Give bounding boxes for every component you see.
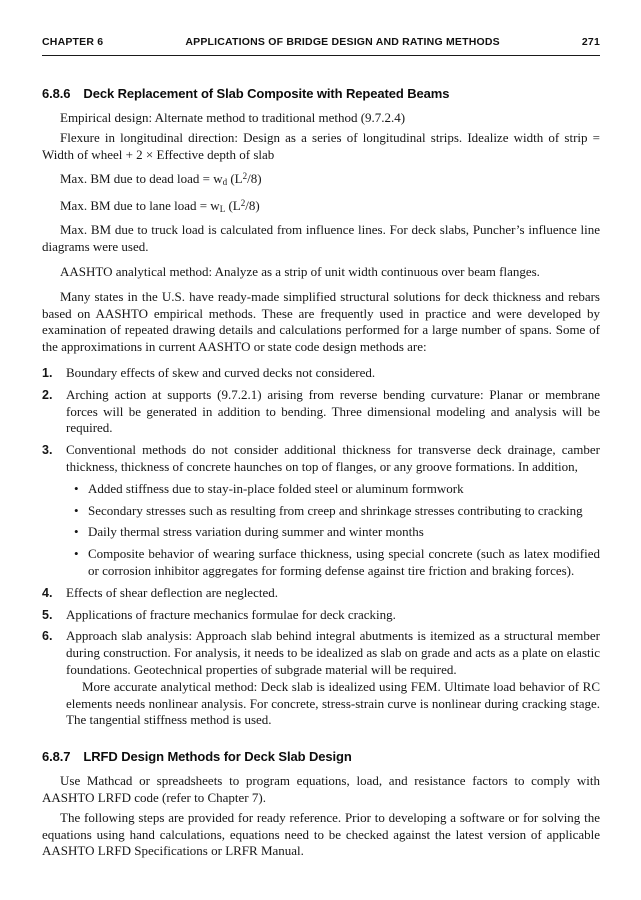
list-item-number: 1. <box>42 366 53 381</box>
formula-subscript: L <box>219 204 226 215</box>
list-item-number: 4. <box>42 585 53 600</box>
list-item-number: 6. <box>42 629 53 644</box>
paragraph-flexure: Flexure in longitudinal direction: Design as a series of longitudinal strips. Idealize width of strip = Width of wheel + 2 × Effective depth of slab <box>42 129 600 162</box>
formula-text: Max. BM due to dead load = w <box>60 170 223 186</box>
section-6-8-6 <box>42 86 600 729</box>
formula-subscript: d <box>222 176 228 187</box>
list-item-body <box>66 442 600 580</box>
paragraph-mathcad: Use Mathcad or spreadsheets to program equations, load, and resistance factors to comply with AASHTO LRFD code (refer to Chapter 7). <box>42 773 600 805</box>
formula-text: /8) <box>247 170 262 186</box>
section-686-number: 6.8.6 <box>42 86 71 101</box>
bullet-item-text: • Secondary stresses such as resulting from creep and shrinkage stresses contributing to cracking <box>88 502 583 518</box>
running-head-chapter: CHAPTER 6 <box>42 36 104 48</box>
paragraph-aashto-analytical: AASHTO analytical method: Analyze as a strip of unit width continuous over beam flanges. <box>60 264 540 280</box>
bullet-item <box>66 524 600 541</box>
section-687-title: LRFD Design Methods for Deck Slab Design <box>83 749 352 765</box>
list-item <box>42 607 600 624</box>
list-item-number: 2. <box>42 387 53 402</box>
list-item-text: Conventional methods do not consider additional thickness for transverse deck drainage, camber thickness, thickness of concrete haunches on top of flanges, or any groove formations. In addition, <box>66 442 600 475</box>
running-head-title: APPLICATIONS OF BRIDGE DESIGN AND RATING METHODS <box>185 36 500 48</box>
list-item <box>42 387 600 437</box>
formula-text: /8) <box>245 198 260 214</box>
list-item <box>42 442 600 580</box>
paragraph-many-states: Many states in the U.S. have ready-made simplified structural solutions for deck thickness and rebars based on AASHTO empirical methods. These are frequently used in practice and were developed by examination of repeated drawing details and calculations performed for a large number of spans. Some of the approximations in current AASHTO or state code design methods are: <box>42 288 600 355</box>
approximations-list <box>42 365 600 729</box>
list-item-body <box>66 628 600 729</box>
bullet-item-text: • Daily thermal stress variation during summer and winter months <box>88 524 424 540</box>
formula-text: (L <box>227 170 243 186</box>
list-item-number: 5. <box>42 607 53 622</box>
section-6-8-7 <box>42 749 600 860</box>
header-rule <box>42 55 600 56</box>
section-686-heading <box>42 86 600 101</box>
formula-dead-load <box>42 168 600 191</box>
formula-lane-load <box>42 195 600 218</box>
list-item <box>42 585 600 602</box>
formula-superscript: 2 <box>242 170 248 181</box>
list-item-text: Applications of fracture mechanics formulae for deck cracking. <box>66 606 396 622</box>
paragraph-empirical-design: Empirical design: Alternate method to traditional method (9.7.2.4) <box>60 110 406 125</box>
bullet-item <box>66 546 600 580</box>
paragraph-truck-load: Max. BM due to truck load is calculated from influence lines. For deck slabs, Puncher’s influence line diagrams were used. <box>42 222 600 255</box>
list-item-text: Boundary effects of skew and curved decks not considered. <box>66 365 376 381</box>
list-item-text: Effects of shear deflection are neglected. <box>66 584 278 600</box>
paragraph-following-steps: The following steps are provided for ready reference. Prior to developing a software or for solving the equations using hand calculations, equations need to be checked against the latest version of applicable AASHTO LRFD Specifications or LRFR Manual. <box>42 809 600 859</box>
formula-superscript: 2 <box>240 198 246 209</box>
list-item-number: 3. <box>42 443 53 458</box>
page-number: 271 <box>581 36 600 48</box>
section-686-title: Deck Replacement of Slab Composite with Repeated Beams <box>83 86 450 101</box>
section-687-number: 6.8.7 <box>42 749 71 765</box>
bullet-item-text: • Added stiffness due to stay-in-place folded steel or aluminum formwork <box>88 480 464 496</box>
bullet-item <box>66 481 600 498</box>
list-item <box>42 365 600 382</box>
list-item-text: Arching action at supports (9.7.2.1) arising from reverse bending curvature: Planar or membrane forces will be generated in addition to bending. Three dimensional modeling and analysis will be required. <box>66 386 600 436</box>
section-687-heading <box>42 749 600 764</box>
bullet-item-text: • Composite behavior of wearing surface thickness, using special concrete (such as latex modified or corrosion inhibitor aggregates for forming defense against tire friction and braking forces). <box>88 546 600 579</box>
list-item <box>42 628 600 729</box>
list-item-continuation: More accurate analytical method: Deck slab is idealized using FEM. Ultimate load behavior of RC elements needs nonlinear analysis. For concrete, stress-strain curve is nonlinear during cracking stage. The tangential stiffness method is used. <box>66 678 600 728</box>
bullet-list <box>66 481 600 580</box>
formula-text: Max. BM due to lane load = w <box>60 198 220 214</box>
bullet-item <box>66 503 600 520</box>
list-item-text: Approach slab analysis: Approach slab behind integral abutments is itemized as a structural member during construction. For analysis, it needs to be idealized as slab on grade and acts as a plate on elastic foundations. Geotechnical properties of subgrade material will be required. <box>66 628 600 678</box>
running-head <box>42 36 600 48</box>
formula-text: (L <box>225 198 241 214</box>
